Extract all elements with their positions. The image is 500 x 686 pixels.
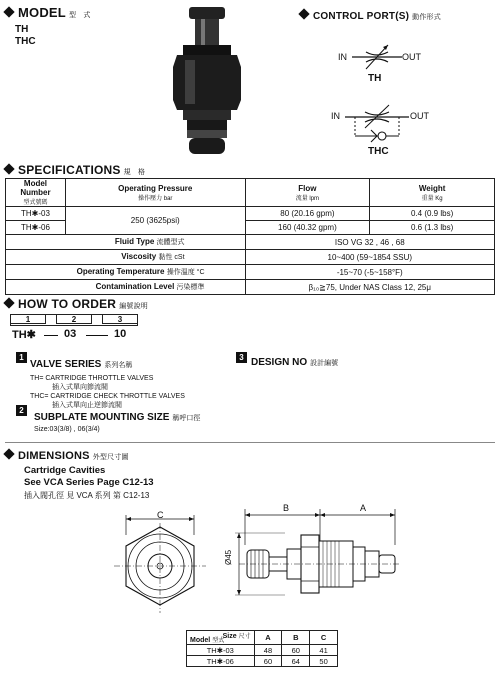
- col-flow: Flow 流量 lpm: [245, 179, 370, 207]
- th-throttle-symbol: [352, 42, 402, 72]
- th-out-label: OUT: [402, 52, 421, 62]
- col-model-number: Model Number 型式號碼: [6, 179, 66, 207]
- table-row: [6, 280, 495, 295]
- col-operating-pressure: Operating Pressure 操作壓力 bar: [65, 179, 245, 207]
- front-view-drawing: [100, 505, 230, 620]
- col-weight: Weight 重量 Kg: [370, 179, 495, 207]
- subplate-size-description: Size:03(3/8) , 06(3/4): [34, 426, 100, 433]
- control-ports-title: CONTROL PORT(S) 動作形式: [300, 10, 441, 22]
- model-item: THC: [15, 36, 36, 47]
- cell-model: TH✱-06: [6, 221, 66, 235]
- thc-check-throttle-symbol: [345, 100, 409, 148]
- valve-photo: [165, 5, 245, 165]
- diamond-bullet-icon: [298, 8, 309, 19]
- cell-weight: 0.6 (1.3 lbs): [370, 221, 495, 235]
- valve-series-description: TH= CARTRIDGE THROTTLE VALVES 插入式單向節流閥 THC= CARTRIDGE CHECK THROTTLE VALVES 插入式單向止逆節流閥: [30, 375, 185, 409]
- table-row: [6, 207, 495, 221]
- dimensions-subtitle-zh: 插入閥孔徑 見 VCA 系列 第 C12-13: [24, 491, 150, 500]
- model-list: [15, 24, 36, 48]
- code-value-2: 03: [64, 328, 77, 340]
- dim-label-b: B: [283, 503, 290, 513]
- how-to-order-title: HOW TO ORDER 編號說明: [5, 297, 148, 311]
- thc-label: THC: [368, 146, 389, 157]
- table-row: TH✱-03 48 60 41: [187, 645, 338, 656]
- item-number-badge: 3: [236, 352, 247, 363]
- cell-temperature-label: Operating Temperature 操作溫度 °C: [6, 265, 246, 280]
- code-value-1: TH✱: [12, 329, 36, 341]
- section-divider: [5, 442, 495, 443]
- dim-label-a: A: [360, 503, 367, 513]
- cell-viscosity-value: 10~400 (59~1854 SSU): [245, 250, 494, 265]
- spec-header-row: [6, 179, 495, 207]
- dim-col-a: A: [254, 631, 282, 645]
- specifications-table: [5, 178, 495, 295]
- table-row: [6, 265, 495, 280]
- thc-out-label: OUT: [410, 111, 429, 121]
- model-item: TH: [15, 24, 29, 35]
- dimensions-subtitle: Cartridge Cavities See VCA Series Page C12-13: [24, 465, 154, 488]
- cell-temperature-value: -15~70 (-5~158°F): [245, 265, 494, 280]
- dim-col-b: B: [282, 631, 310, 645]
- table-row: [6, 250, 495, 265]
- cell-contamination-label: Contamination Level 污染標準: [6, 280, 246, 295]
- dim-corner-cell: Size 尺寸 Model 型式: [187, 631, 255, 645]
- code-number-2: 2: [56, 314, 92, 324]
- model-section-title: MODEL 型 式: [5, 5, 91, 20]
- dim-label-diameter: Ø45: [224, 549, 233, 565]
- table-row: [6, 235, 495, 250]
- code-number-3: 3: [102, 314, 138, 324]
- cell-contamination-value: β₁₀≧75, Under NAS Class 12, 25μ: [245, 280, 494, 295]
- diamond-bullet-icon: [3, 297, 14, 308]
- code-number-1: 1: [10, 314, 46, 324]
- dim-col-c: C: [310, 631, 338, 645]
- cell-weight: 0.4 (0.9 lbs): [370, 207, 495, 221]
- cell-model: TH✱-03: [6, 207, 66, 221]
- valve-series-title: VALVE SERIES 系列名稱: [30, 359, 133, 370]
- cell-viscosity-label: Viscosity 黏性 cSt: [6, 250, 246, 265]
- side-view-drawing: [225, 505, 415, 620]
- dimensions-title: DIMENSIONS 外型尺寸圖: [5, 450, 129, 462]
- subplate-size-title: SUBPLATE MOUNTING SIZE 稱呼口徑: [34, 412, 201, 423]
- cell-flow: 160 (40.32 gpm): [245, 221, 370, 235]
- cell-fluid-type-value: ISO VG 32 , 46 , 68: [245, 235, 494, 250]
- dimensions-table: [186, 630, 338, 667]
- diamond-bullet-icon: [3, 163, 14, 174]
- cell-fluid-type-label: Fluid Type 流體型式: [6, 235, 246, 250]
- design-no-title: DESIGN NO 設計編號: [251, 357, 339, 368]
- diamond-bullet-icon: [3, 448, 14, 459]
- cell-pressure: 250 (3625psi): [65, 207, 245, 235]
- item-number-badge: 1: [16, 352, 27, 363]
- dim-header-row: [187, 631, 338, 645]
- code-value-3: 10: [114, 328, 127, 340]
- th-in-label: IN: [338, 52, 347, 62]
- diamond-bullet-icon: [3, 6, 14, 17]
- table-row: TH✱-06 60 64 50: [187, 656, 338, 667]
- item-number-badge: 2: [16, 405, 27, 416]
- dim-label-c: C: [157, 510, 164, 520]
- order-code-block: [10, 314, 138, 344]
- cell-flow: 80 (20.16 gpm): [245, 207, 370, 221]
- th-label: TH: [368, 73, 382, 84]
- code-dash: [86, 335, 108, 336]
- specifications-title: SPECIFICATIONS 規 格: [5, 163, 145, 177]
- code-dash: [44, 335, 58, 336]
- thc-in-label: IN: [331, 111, 340, 121]
